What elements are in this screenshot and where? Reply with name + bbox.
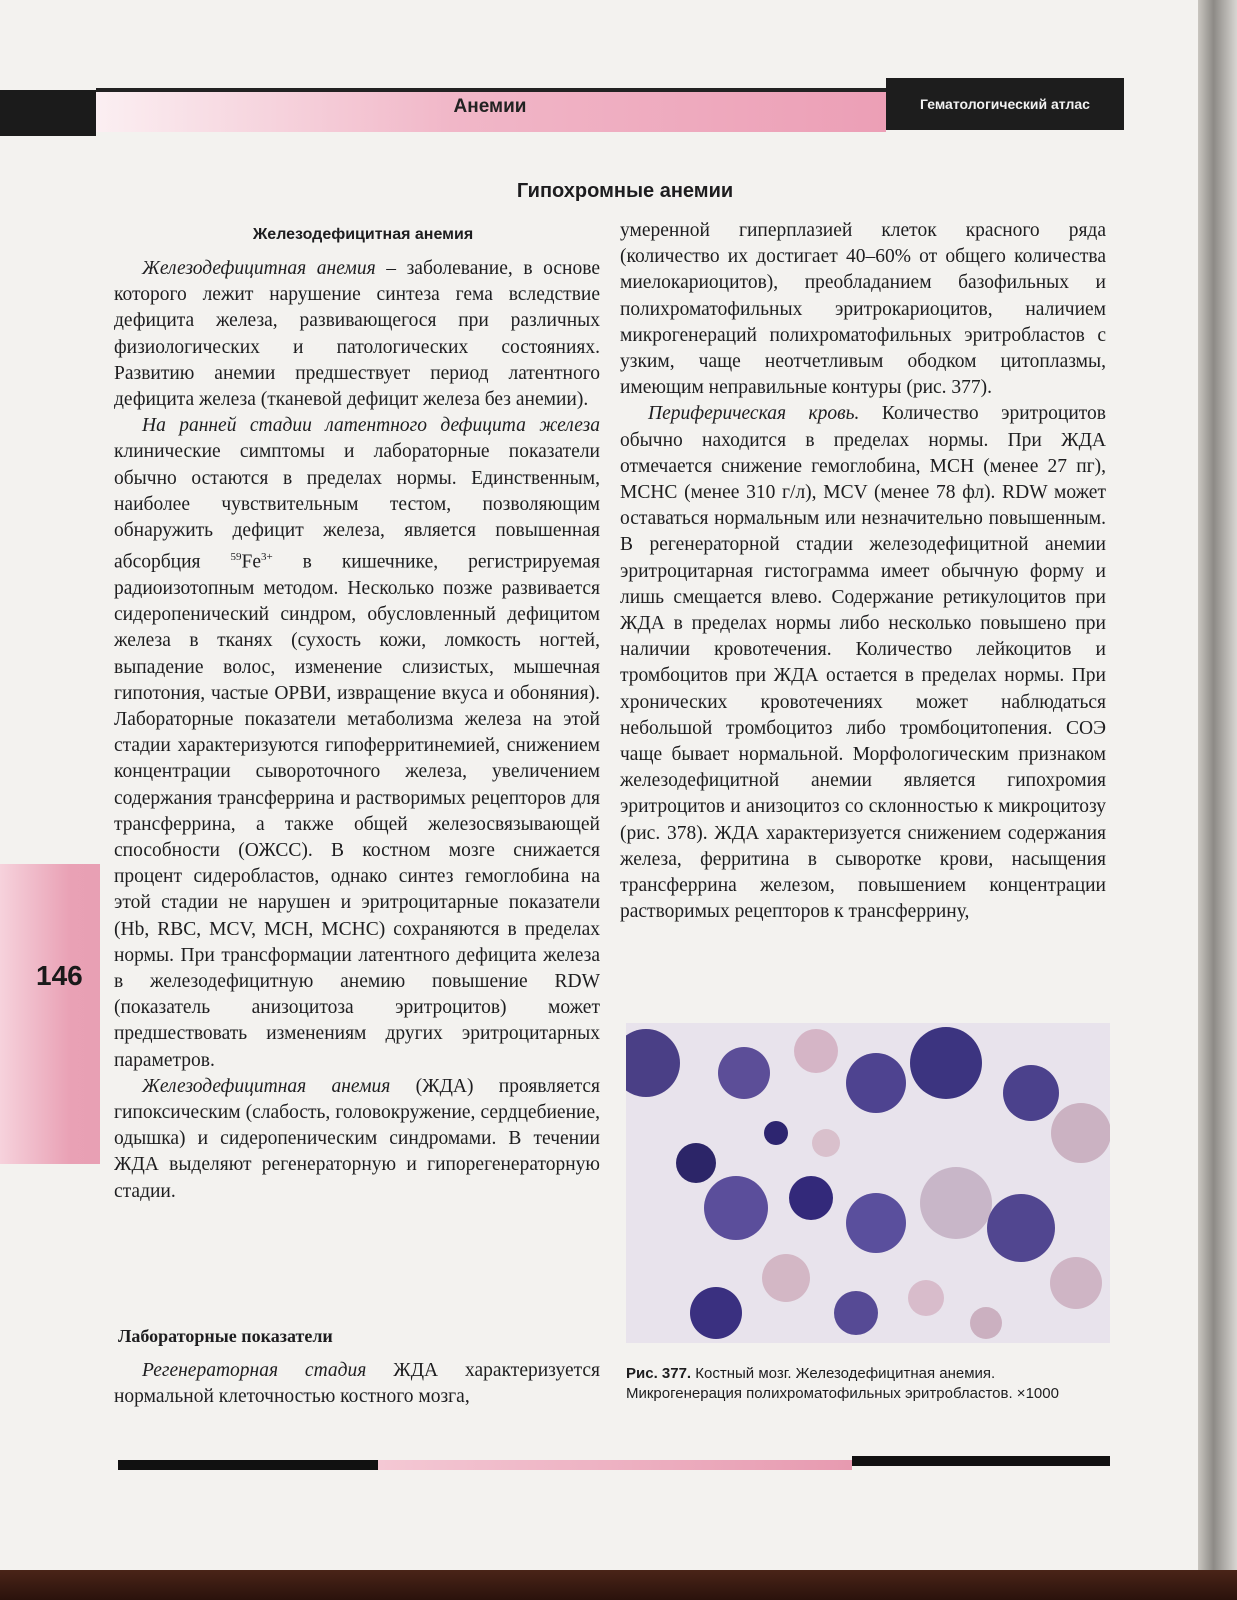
paragraph: Железодефицитная анемия – заболевание, в основе которого лежит нарушение синтеза гема вследствие дефицита железа, развивающегося при различных физиологических и патологических состояниях. Развитию анемии предшествует период латентного дефицита железа (тканевой дефицит железа без анемии). [114, 258, 600, 411]
right-column [620, 218, 1106, 925]
paragraph: умеренной гиперплазией клеток красного ряда (количество их достигает 40–60% от общего количества миелокариоцитов), преобладанием базофильных и полихроматофильных эритрокариоцитов, наличием микрогенераций полихроматофильных эритробластов с узким, чаще неотчетливым ободком цитоплазмы, имеющим неправильные контуры (рис. 377). [620, 220, 1106, 399]
page-tab-marker [0, 864, 100, 1164]
paragraph: Регенераторная стадия ЖДА характеризуется нормальной клеточностью костного мозга, [114, 1360, 600, 1408]
footer-rule-right [852, 1456, 1110, 1466]
footer-rule-pink [378, 1460, 852, 1470]
footer-rule-left [118, 1460, 378, 1470]
left-column-end [114, 1358, 600, 1410]
micrograph-figure [626, 1023, 1110, 1343]
chapter-title: Анемии [453, 96, 527, 117]
left-column [114, 256, 600, 1205]
figure-caption [626, 1364, 1110, 1404]
page-bottom-edge [0, 1570, 1237, 1600]
paragraph: Железодефицитная анемия (ЖДА) проявляется гипоксическим (слабость, головокружение, сердцебиение, одышка) и сидеропеническим синдромами. В течении ЖДА выделяют регенераторную и гипорегенераторную стадии. [114, 1075, 600, 1202]
section-title: Гипохромные анемии [516, 180, 734, 202]
book-title-box [886, 78, 1124, 130]
page-number: 146 [36, 960, 83, 991]
caption-label: Рис. 377. [626, 1365, 692, 1382]
lab-heading: Лабораторные показатели [118, 1326, 333, 1346]
header-left-bar [0, 90, 96, 136]
caption-text: Костный мозг. Железодефицитная анемия. Микрогенерация полихроматофильных эритробластов. ×1000 [626, 1365, 1059, 1402]
paragraph: Периферическая кровь. Количество эритроцитов обычно находится в пределах нормы. При ЖДА отмечается снижение гемоглобина, MCH (менее 27 пг), MCHC (менее 310 г/л), MCV (менее 78 фл). RDW может оставаться нормальным или незначительно повышенным. В регенераторной стадии железодефицитной анемии эритроцитарная гистограмма имеет обычную форму и лишь смещается влево. Содержание ретикулоцитов при ЖДА в пределах нормы либо несколько повышено при наличии кровотечения. Количество лейкоцитов и тромбоцитов при ЖДА остается в пределах нормы. При хронических кровотечениях может наблюдаться небольшой тромбоцитоз либо тромбоцитопения. СОЭ чаще бывает нормальной. Морфологическим признаком железодефицитной анемии является гипохромия эритроцитов и анизоцитоз со склонностью к микроцитозу (рис. 378). ЖДА характеризуется снижением содержания железа, ферритина в сыворотке крови, насыщения трансферрина железом, повышением концентрации растворимых рецепторов к трансферрину, [620, 403, 1106, 923]
subsection-heading: Железодефицитная анемия [252, 226, 474, 243]
page-edge-shadow [1198, 0, 1237, 1600]
book-title: Гематологический атлас [920, 96, 1090, 112]
micrograph-image [626, 1023, 1110, 1343]
paragraph: На ранней стадии латентного дефицита железа клинические симптомы и лабораторные показатели обычно остаются в пределах нормы. Единственным, наиболее чувствительным тестом, позволяющим обнаружить дефицит железа, является повышенная абсорбция $^{59}Fe^{3+}$ в кишечнике, регистрируемая радиоизотопным методом. Несколько позже развивается сидеропенический синдром, обусловленный дефицитом железа в тканях (сухость кожи, ломкость ногтей, выпадение волос, изменение слизистых, мышечная гипотония, частые ОРВИ, извращение вкуса и обоняния). Лабораторные показатели метаболизма железа на этой стадии характеризуются гипоферритинемией, снижением концентрации сывороточного железа, увеличением содержания трансферрина и растворимых рецепторов для трансферрина, а также общей железосвязывающей способности (ОЖСС). В костном мозге снижается процент сидеробластов, однако синтез гемоглобина на этой стадии не нарушен и эритроцитарные показатели (Hb, RBC, MCV, MCH, MCHC) сохраняются в пределах нормы. При трансформации латентного дефицита железа в железодефицитную анемию повышение RDW (показатель анизоцитоза эритроцитов) может предшествовать изменениям других эритроцитарных параметров. [114, 415, 600, 1071]
